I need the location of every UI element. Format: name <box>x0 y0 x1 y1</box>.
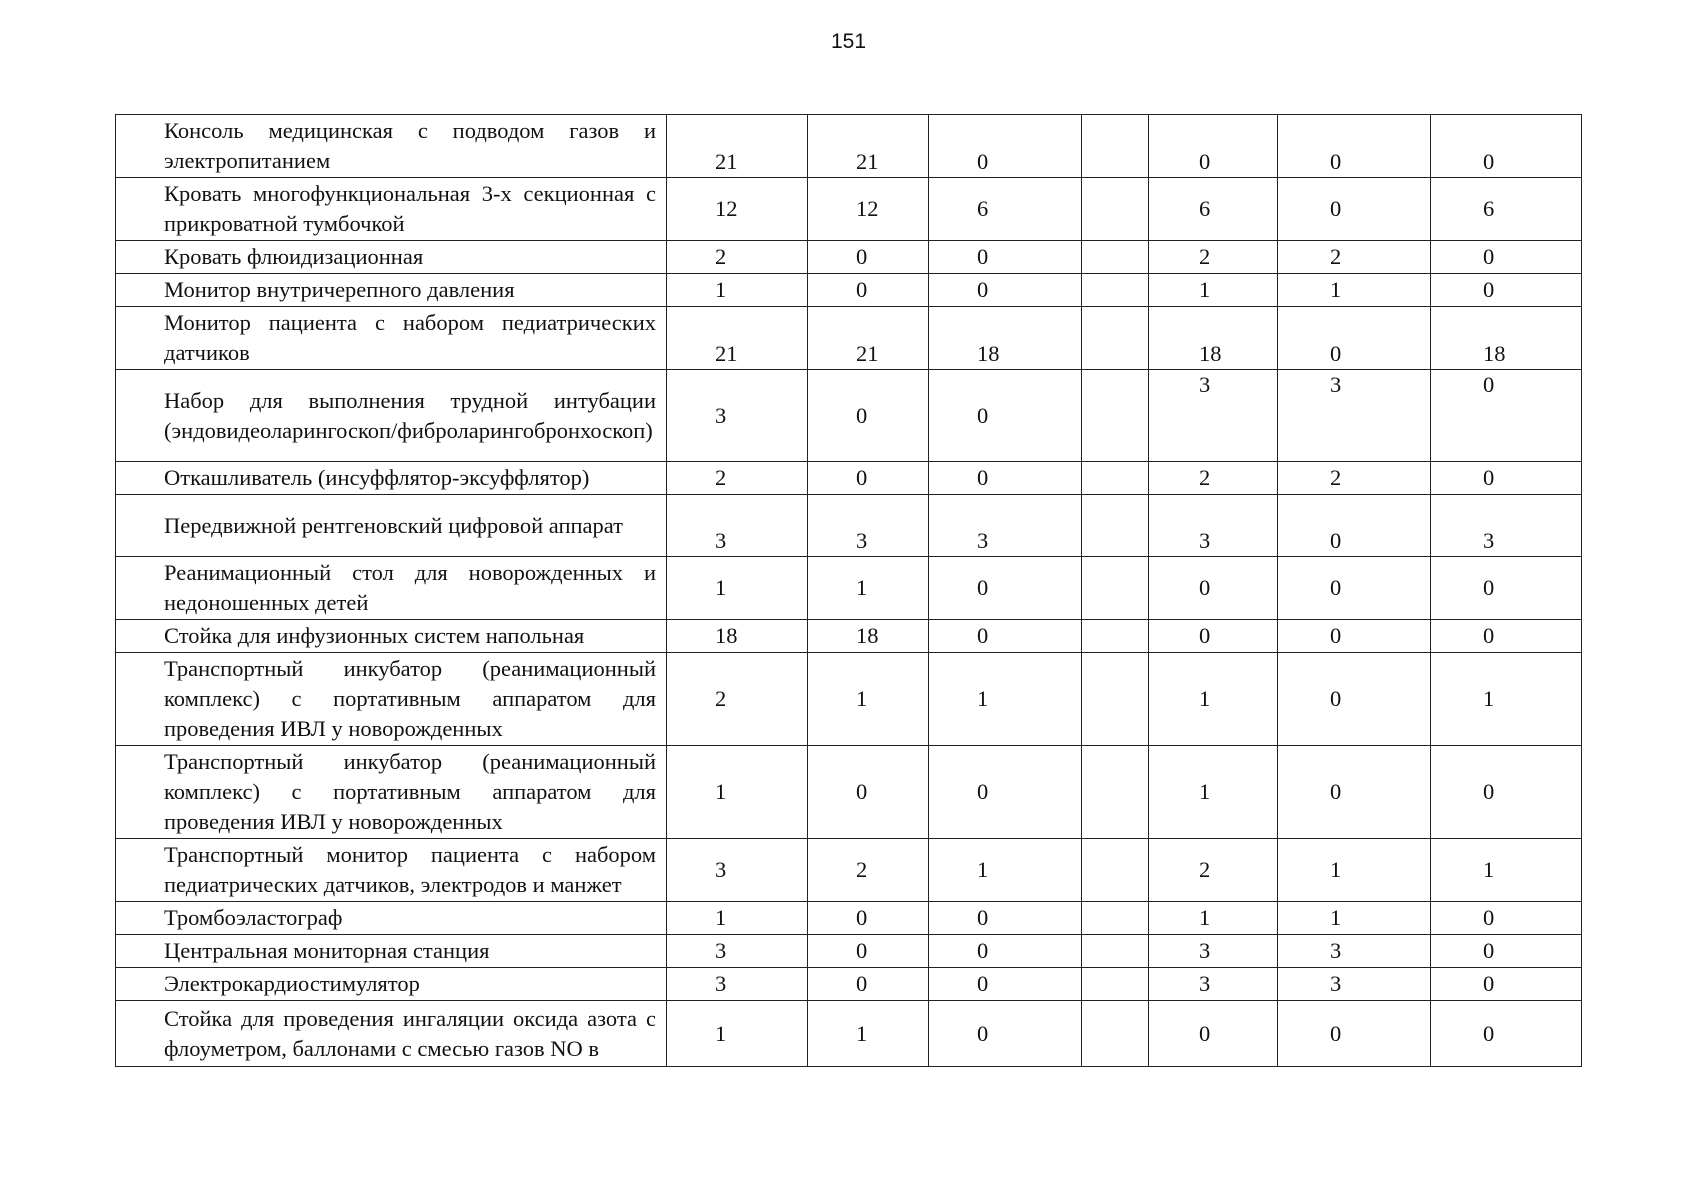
quantity-cell: 21 <box>667 307 808 370</box>
quantity-cell: 0 <box>1431 902 1582 935</box>
table-row <box>116 370 1582 462</box>
quantity-cell <box>1082 935 1149 968</box>
quantity-cell <box>1082 653 1149 746</box>
quantity-cell: 0 <box>1278 178 1431 241</box>
equipment-name-cell: Электрокардиостимулятор <box>116 968 667 1001</box>
table-row <box>116 902 1582 935</box>
quantity-cell <box>1082 495 1149 557</box>
quantity-cell: 0 <box>1431 115 1582 178</box>
quantity-cell: 2 <box>1149 839 1278 902</box>
quantity-cell: 3 <box>667 495 808 557</box>
table-row <box>116 495 1582 557</box>
quantity-cell: 0 <box>1278 620 1431 653</box>
quantity-cell: 1 <box>1278 902 1431 935</box>
table-row <box>116 653 1582 746</box>
quantity-cell: 3 <box>667 935 808 968</box>
quantity-cell: 0 <box>1278 746 1431 839</box>
equipment-name-cell: Реанимационный стол для новорожденных и недоношенных детей <box>116 557 667 620</box>
quantity-cell: 1 <box>1431 653 1582 746</box>
quantity-cell: 1 <box>1278 839 1431 902</box>
table-row <box>116 557 1582 620</box>
table-row <box>116 241 1582 274</box>
quantity-cell: 18 <box>667 620 808 653</box>
quantity-cell: 0 <box>1278 557 1431 620</box>
quantity-cell: 1 <box>667 557 808 620</box>
quantity-cell: 3 <box>1149 935 1278 968</box>
quantity-cell: 3 <box>667 968 808 1001</box>
quantity-cell: 1 <box>1278 274 1431 307</box>
quantity-cell: 0 <box>1431 274 1582 307</box>
quantity-cell: 0 <box>808 370 929 462</box>
quantity-cell: 3 <box>1431 495 1582 557</box>
table-row <box>116 178 1582 241</box>
quantity-cell <box>1082 968 1149 1001</box>
quantity-cell: 1 <box>1149 274 1278 307</box>
quantity-cell: 0 <box>1431 370 1582 462</box>
table-row <box>116 746 1582 839</box>
quantity-cell <box>1082 115 1149 178</box>
quantity-cell: 0 <box>808 968 929 1001</box>
quantity-cell: 0 <box>929 115 1082 178</box>
quantity-cell <box>1082 274 1149 307</box>
quantity-cell: 0 <box>1431 557 1582 620</box>
quantity-cell: 0 <box>1149 115 1278 178</box>
quantity-cell: 3 <box>929 495 1082 557</box>
quantity-cell <box>1082 839 1149 902</box>
quantity-cell <box>1082 462 1149 495</box>
equipment-name-cell: Транспортный инкубатор (реанимационный комплекс) с портативным аппаратом для проведения ИВЛ у новорожденных <box>116 746 667 839</box>
quantity-cell: 21 <box>667 115 808 178</box>
quantity-cell: 1 <box>667 1001 808 1067</box>
quantity-cell: 0 <box>1278 653 1431 746</box>
page-number: 151 <box>830 30 867 53</box>
quantity-cell <box>1082 370 1149 462</box>
equipment-name-cell: Кровать многофункциональная 3-х секционная с прикроватной тумбочкой <box>116 178 667 241</box>
quantity-cell: 21 <box>808 115 929 178</box>
quantity-cell: 1 <box>929 839 1082 902</box>
quantity-cell: 2 <box>808 839 929 902</box>
quantity-cell: 0 <box>1431 462 1582 495</box>
quantity-cell: 1 <box>667 902 808 935</box>
quantity-cell <box>1082 620 1149 653</box>
quantity-cell: 3 <box>1149 495 1278 557</box>
quantity-cell: 0 <box>929 746 1082 839</box>
table-row <box>116 1001 1582 1067</box>
table-row <box>116 115 1582 178</box>
quantity-cell: 3 <box>1278 370 1431 462</box>
quantity-cell: 2 <box>667 653 808 746</box>
quantity-cell: 3 <box>667 839 808 902</box>
quantity-cell: 0 <box>1431 620 1582 653</box>
table-row <box>116 935 1582 968</box>
quantity-cell: 0 <box>929 462 1082 495</box>
quantity-cell: 0 <box>1278 495 1431 557</box>
quantity-cell: 1 <box>1149 746 1278 839</box>
table-row <box>116 274 1582 307</box>
quantity-cell: 0 <box>808 902 929 935</box>
equipment-name-cell: Транспортный инкубатор (реанимационный комплекс) с портативным аппаратом для проведения ИВЛ у новорожденных <box>116 653 667 746</box>
quantity-cell: 2 <box>667 241 808 274</box>
quantity-cell <box>1082 307 1149 370</box>
quantity-cell: 0 <box>929 968 1082 1001</box>
quantity-cell: 0 <box>808 746 929 839</box>
equipment-name-cell: Кровать флюидизационная <box>116 241 667 274</box>
quantity-cell: 12 <box>808 178 929 241</box>
quantity-cell: 12 <box>667 178 808 241</box>
equipment-name-cell: Центральная мониторная станция <box>116 935 667 968</box>
equipment-name-cell: Набор для выполнения трудной интубации (эндовидеоларингоскоп/фиброларингобронхоскоп) <box>116 370 667 462</box>
quantity-cell: 3 <box>808 495 929 557</box>
quantity-cell: 3 <box>1278 968 1431 1001</box>
quantity-cell: 1 <box>808 557 929 620</box>
equipment-name-cell: Стойка для проведения ингаляции оксида азота с флоуметром, баллонами с смесью газов NO в <box>116 1001 667 1067</box>
quantity-cell: 0 <box>929 935 1082 968</box>
table-row <box>116 462 1582 495</box>
quantity-cell <box>1082 241 1149 274</box>
quantity-cell: 0 <box>929 557 1082 620</box>
quantity-cell: 0 <box>1149 557 1278 620</box>
quantity-cell <box>1082 1001 1149 1067</box>
quantity-cell: 18 <box>1431 307 1582 370</box>
quantity-cell: 6 <box>1431 178 1582 241</box>
equipment-name-cell: Монитор внутричерепного давления <box>116 274 667 307</box>
quantity-cell: 2 <box>1149 462 1278 495</box>
equipment-name-cell: Тромбоэластограф <box>116 902 667 935</box>
quantity-cell: 1 <box>808 653 929 746</box>
quantity-cell: 2 <box>667 462 808 495</box>
quantity-cell: 0 <box>1278 1001 1431 1067</box>
quantity-cell: 1 <box>808 1001 929 1067</box>
quantity-cell: 0 <box>1431 746 1582 839</box>
equipment-name-cell: Консоль медицинская с подводом газов и электропитанием <box>116 115 667 178</box>
quantity-cell: 0 <box>929 1001 1082 1067</box>
quantity-cell: 0 <box>1149 620 1278 653</box>
quantity-cell: 18 <box>929 307 1082 370</box>
quantity-cell: 0 <box>1278 115 1431 178</box>
quantity-cell: 1 <box>667 746 808 839</box>
quantity-cell: 0 <box>808 935 929 968</box>
quantity-cell: 0 <box>1431 935 1582 968</box>
quantity-cell: 3 <box>667 370 808 462</box>
quantity-cell: 1 <box>1149 653 1278 746</box>
quantity-cell: 18 <box>1149 307 1278 370</box>
quantity-cell: 3 <box>1149 968 1278 1001</box>
quantity-cell: 1 <box>667 274 808 307</box>
quantity-cell: 0 <box>1149 1001 1278 1067</box>
quantity-cell: 0 <box>1431 1001 1582 1067</box>
quantity-cell: 1 <box>1431 839 1582 902</box>
quantity-cell: 1 <box>1149 902 1278 935</box>
table-row <box>116 620 1582 653</box>
quantity-cell: 0 <box>808 462 929 495</box>
quantity-cell: 6 <box>929 178 1082 241</box>
quantity-cell: 3 <box>1149 370 1278 462</box>
quantity-cell: 2 <box>1278 462 1431 495</box>
table-row <box>116 307 1582 370</box>
equipment-name-cell: Монитор пациента с набором педиатрических датчиков <box>116 307 667 370</box>
quantity-cell: 0 <box>929 370 1082 462</box>
quantity-cell: 2 <box>1149 241 1278 274</box>
table-row <box>116 839 1582 902</box>
equipment-table <box>115 114 1582 1067</box>
quantity-cell <box>1082 746 1149 839</box>
quantity-cell: 0 <box>929 241 1082 274</box>
quantity-cell: 0 <box>1278 307 1431 370</box>
quantity-cell: 21 <box>808 307 929 370</box>
quantity-cell: 0 <box>808 241 929 274</box>
quantity-cell: 6 <box>1149 178 1278 241</box>
quantity-cell <box>1082 902 1149 935</box>
quantity-cell: 0 <box>808 274 929 307</box>
table-row <box>116 968 1582 1001</box>
quantity-cell: 0 <box>929 274 1082 307</box>
quantity-cell: 1 <box>929 653 1082 746</box>
quantity-cell: 0 <box>1431 968 1582 1001</box>
quantity-cell <box>1082 557 1149 620</box>
quantity-cell <box>1082 178 1149 241</box>
quantity-cell: 0 <box>929 902 1082 935</box>
equipment-table-container <box>115 114 1581 1061</box>
quantity-cell: 0 <box>929 620 1082 653</box>
quantity-cell: 0 <box>1431 241 1582 274</box>
equipment-name-cell: Откашливатель (инсуффлятор-эксуффлятор) <box>116 462 667 495</box>
equipment-table-body <box>116 115 1582 1067</box>
quantity-cell: 2 <box>1278 241 1431 274</box>
equipment-name-cell: Стойка для инфузионных систем напольная <box>116 620 667 653</box>
equipment-name-cell: Передвижной рентгеновский цифровой аппарат <box>116 495 667 557</box>
quantity-cell: 18 <box>808 620 929 653</box>
equipment-name-cell: Транспортный монитор пациента с набором педиатрических датчиков, электродов и манжет <box>116 839 667 902</box>
quantity-cell: 3 <box>1278 935 1431 968</box>
